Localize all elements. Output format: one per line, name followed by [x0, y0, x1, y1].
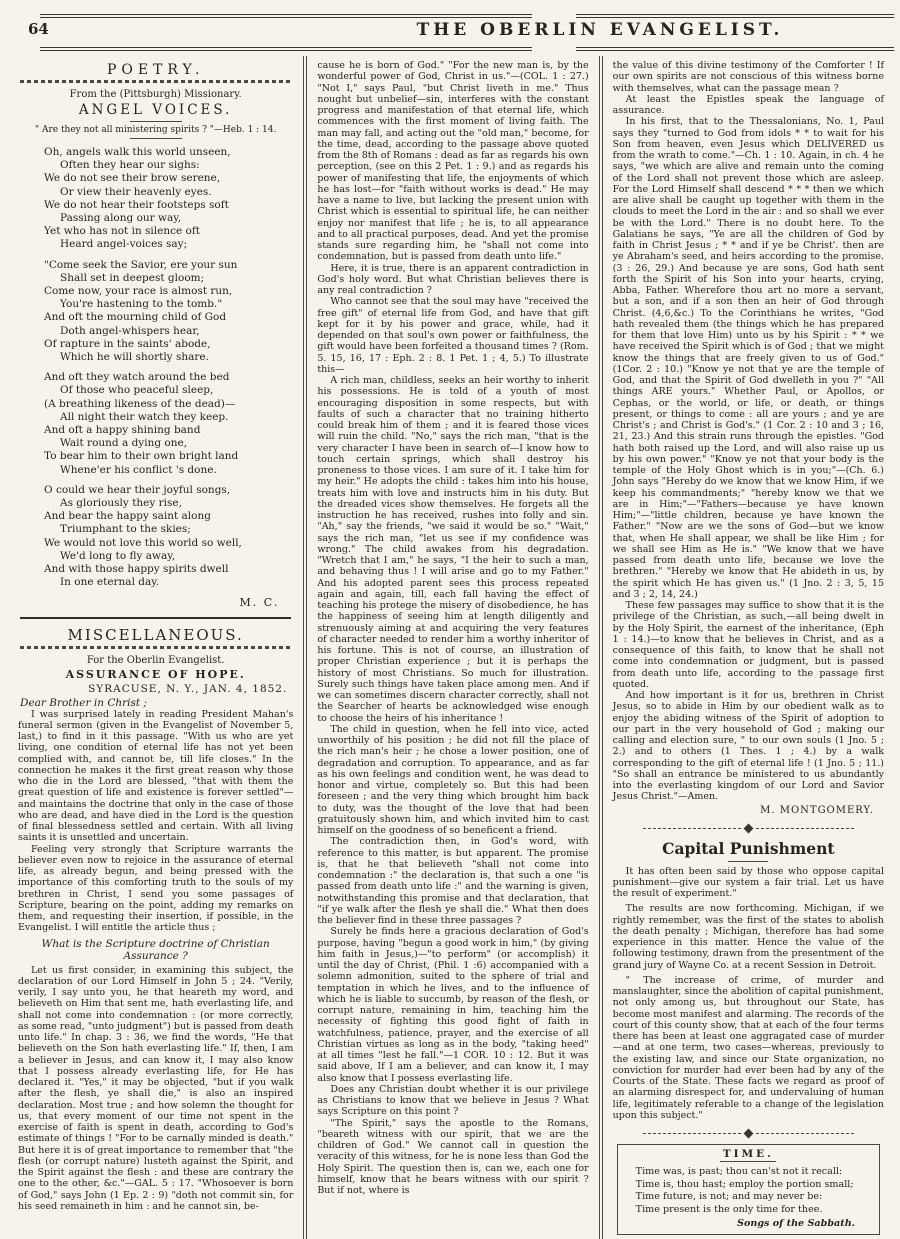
body-paragraph: The contradiction then, in God's word, with reference to this matter, is but apparent. The promise is, that he that believeth "shall not come into condemnation :" the declaration is, that such a one "is passed from death unto life :" and the warning is given, notwithstanding this promise and that declaration, that "if ye walk after the flesh ye shall die." What then does the believer find in these three passages ?	[317, 836, 589, 926]
poem-stanza	[44, 259, 293, 365]
body-paragraph: Feeling very strongly that Scripture warrants the believer even now to rejoice in the assurance of eternal life, as already begun, and being pressed with the importance of this comforting truth to the souls of my brethren in Christ, I send you some passages of Scripture, bearing on the point, adding my remarks on them, and requesting their insertion, if possible, in the Evangelist. I will entitle the article thus ;	[18, 843, 294, 934]
body-paragraph: " The increase of crime, of murder and manslaughter, since the abolition of capital punishment, not only among us, but throughout our State, has become most manifest and alarming. The records of the court of this county show, that at each of the four terms there has been at least one aggragated case of murder—and at one term, two cases—whereas, previously to the existing law, and since our State organization, no conviction for murder had ever been had by any of the Courts of the State. These facts we regard as proof of an alarming disrespect for, and undervaluing of human life, legitimately referable to a change of the legislation upon this subject."	[612, 974, 885, 1121]
body-paragraph: the value of this divine testimony of the Comforter ! If our own spirits are not conscious of this witness borne with themselves, what can the passage mean ?	[612, 60, 885, 94]
page-header	[0, 0, 900, 56]
right-column	[603, 56, 894, 1239]
poem-stanza	[44, 484, 293, 590]
poem-line: We do not see their brow serene,	[44, 172, 221, 185]
poem-line: Doth angel-whispers hear,	[60, 324, 200, 337]
poem-line: Which he will shortly share.	[60, 351, 209, 364]
body-paragraph: Does any Christian doubt whether it is our privilege as Christians to know that we believe in Jesus ? What says Scripture on this point ?	[317, 1083, 589, 1118]
poem-line: And oft a happy shining band	[44, 424, 201, 437]
page-number: 64	[28, 20, 49, 38]
poem-line: Often they hear our sighs:	[60, 159, 200, 172]
poem-line: Or view their heavenly eyes.	[60, 185, 212, 198]
poem-line: Whene'er his conflict 's done.	[60, 463, 217, 476]
poem-line: We'd long to fly away,	[60, 549, 176, 562]
body-paragraph: Let us first consider, in examining this subject, the declaration of our Lord Himself in John 5 ; 24. "Verily, verily, I say unto you, he that heareth my word, and believeth on Him that sent me, hath everlasting life, and shall not come into condemnation : (or more correctly, as some read, "unto judgment") but is passed from death unto life." In chap. 3 : 36, we find the words, "He that believeth on the Son hath everlasting life." If, then, I am a believer in Jesus, and can know it, I may also know that I possess already everlasting life, for He has declared it. "Yes," it may be objected, "but if you walk after the flesh, ye shall die," is also an inspired declaration. Most true ; and how solemn the thought for us, that every moment of our time not spent in the exercise of faith is spent in death, according to God's estimate of things ! "For to be carnally minded is death." But here it is of great importance to remember that "the flesh (or corrupt nature) lusteth against the Spirit, and the Spirit against the flesh : and these are contrary the one to the other, &c."—GAL. 5 : 17. "Whosoever is born of God," says John (1 Ep. 2 : 9) "doth not commit sin, for his seed remaineth in him : and he cannot sin, be-	[18, 964, 294, 1212]
time-line: Time future, is not; and may never be:	[635, 1191, 823, 1203]
middle-column	[307, 56, 598, 1239]
body-paragraph: In his first, that to the Thessalonians, No. 1, Paul says they "turned to God from idols * * to wait for his Son from heaven, even Jesus which DELIVERED us from the wrath to come."—Ch. 1 : 10. Again, in ch. 4 he says, "we which are alive and remain unto the coming of the Lord shall not prevent those which are asleep. For the Lord Himself shall descend * * * then we which are alive shall be caught up together with them in the clouds to meet the Lord in the air : and so shall we ever be with the Lord." There is no doubt here. To the Galatians he says, "Ye are all the children of God by faith in Christ Jesus ; * * and if ye be Christ'. then are ye Abraham's seed, and heirs according to the promise. (3 : 26, 29.) And because ye are sons, God hath sent forth the Spirit of his Son into your hearts, crying, Abba, Father. Wherefore thou art no more a servant, but a son, and if a son then an heir of God through Christ. (4,6,&c.) To the Corinthians he writes, "God hath revealed them (the things which he has prepared for them that love Him) unto us by his Spirit : * * we have received the Spirit which is of God ; that we might know the things that are freely given to us of God." (1Cor. 2 : 10.) "Know ye not that ye are the temple of God, and that the Spirit of God dwelleth in you ?" "All things ARE yours." Whether Paul, or Apollos, or Cephas, or the world, or life, or death, or things present, or things to come : all are yours ; and ye are Christ's ; and Christ is God's." (1 Cor. 2 : 10 and 3 ; 16, 21, 23.) And this strain runs through the epistles. "God hath both raised up the Lord, and will also raise up us by his own power." "Know ye not that your body is the temple of the Holy Ghost which is in you;"—(Ch. 6.) John says "Hereby do we know that we know Him, if we keep his commandments;" "hereby know we that we are in Him;"—"Fathers—because ye have known Him;"—"little children, because ye have known the Father." "Now are we the sons of God—but we know that, when He shall appear, we shall be like Him ; for we shall see Him as He is." "We know that we have passed from death unto life, because we love the brethren." "Hereby we know that He abideth in us, by the spirit which He has given us." (1 Jno. 2 : 3, 5, 15 and 3 ; 2, 14, 24.)	[612, 116, 885, 600]
poem-line: O could we hear their joyful songs,	[44, 483, 231, 496]
body-paragraph: I was surprised lately in reading President Mahan's funeral sermon (given in the Evangelist of November 5, last,) to find in it this passage. "With us who are yet living, one condition of eternal life has not yet been complied with, and cannot be, till life closes." In the connection he makes it the first great reason why those who die in the Lord are blessed, "that with them the great question of life and existence is forever settled"—and maintains the doctrine that only in the case of those who are dead, and have died in the Lord is the question of final blessedness settled and certain. With all living saints it is unsettled and uncertain.	[18, 708, 294, 844]
time-attribution: Songs of the Sabbath.	[737, 1218, 856, 1230]
dateline: SYRACUSE, N. Y., JAN. 4, 1852.	[88, 682, 288, 695]
poem-line: Shall set in deepest gloom;	[60, 271, 205, 284]
poem-line: Of those who peaceful sleep,	[60, 384, 214, 397]
body-paragraph: And how important is it for us, brethren in Christ Jesus, so to abide in Him by our obedient walk as to enjoy the abiding witness of the Spirit of adoption to our part in the very household of God ; making our calling and election sure, " to our own souls (1 Jno. 5 ; 2.) and to others (1 Thes. 1 ; 4.) by a walk corresponding to the gift of eternal life ! (1 Jno. 5 ; 11.) "So shall an entrance be ministered to us abundantly into the everlasting kingdom of our Lord and Savior Jesus Christ."—Amen.	[612, 690, 885, 803]
poem-line: "Come seek the Savior, ere your sun	[44, 258, 238, 271]
poetry-section-title: POETRY.	[106, 62, 205, 78]
short-rule	[130, 138, 182, 139]
poem-line: We would not love this world so well,	[44, 536, 242, 549]
poem-line: We do not hear their footsteps soft	[44, 198, 229, 211]
body-paragraph: Here, it is true, there is an apparent contradiction in God's holy word. But what Christian believes there is any real contradiction ?	[317, 262, 589, 296]
poem-line: Come now, your race is almost run,	[44, 285, 233, 298]
poem-signature: M. C.	[239, 595, 280, 609]
poem-line: Wait round a dying one,	[60, 437, 188, 450]
masthead-title: THE OBERLIN EVANGELIST.	[416, 20, 784, 40]
article-signature: M. MONTGOMERY.	[760, 804, 875, 816]
section-rule	[20, 646, 291, 649]
poem-line: And with those happy spirits dwell	[44, 563, 229, 576]
poetry-source-line: From the (Pittsburgh) Missionary.	[69, 89, 242, 100]
section-divider-rule	[20, 617, 291, 619]
poem-line: Of rapture in the saints' abode,	[44, 337, 211, 350]
left-column	[8, 56, 303, 1239]
capital-punishment-section	[613, 839, 884, 1122]
body-paragraph: The child in question, when he fell into vice, acted unworthily of his position ; he did not fill the place of the rich man's heir ; he chose a lower position, one of degradation and corruption. To appearance, and as far as his own feelings and condition went, he was dead to honor and virtue, completely so. But this had been foreseen ; and the very thing which brought him back to duty, was the thought of the love that had been gratuitously shown him, and which invited him to cast himself on the goodness of so beneficent a friend.	[317, 723, 589, 836]
header-bottom-rule	[0, 47, 894, 51]
header-top-rule	[0, 14, 894, 18]
salutation: Dear Brother in Christ ;	[20, 696, 147, 709]
poem-line: As gloriously they rise,	[60, 497, 182, 510]
poem-stanza	[44, 371, 293, 477]
poem-line: All night their watch they keep.	[60, 410, 229, 423]
body-paragraph: cause he is born of God." "For the new man is, by the wonderful power of God, Christ in us."—(COL. 1 : 27.) "Not I," says Paul, "but Christ liveth in me." Thus nought but unbelief—sin, interferes with the constant progress and manifestation of that eternal life, which commences with the first moment of living faith. The man may fall, and acting out the "old man," become, for the time, dead, according to the passage above quoted from the 8th of Romans : dead as far as regards his own perception, (see on this 2 Pet. 1 : 9.) and as regards his power of manifesting that life, the enjoyments of which he has lost—for "faith without works is dead." He may have a name to live, but lacking the present union with Christ which is essential to spiritual life, he can neither enjoy nor manifest that life ; he is, to all appearance and to all practical purposes, dead. And yet the promise stands sure regarding him, he "shall not come into condemnation, but is passed from death unto life."	[317, 60, 589, 263]
body-paragraph: It has often been said by those who oppose capital punishment—give our system a fair trial. Let us have the result of experiment."	[612, 865, 885, 899]
misc-for-line: For the Oberlin Evangelist.	[86, 654, 225, 666]
divider-ornament	[643, 825, 854, 832]
poem-line: And bear the happy saint along	[44, 510, 211, 523]
short-rule	[728, 861, 768, 862]
misc-section-title: MISCELLANEOUS.	[67, 625, 244, 644]
short-rule	[130, 121, 182, 122]
body-paragraph: "The Spirit," says the apostle to the Romans, "beareth witness with our spirit, that we are the children of God." We cannot call in question the veracity of this witness, for he is none less than God the Holy Spirit. The question then is, can we, each one for himself, know that he bears witness with our spirit ? But if not, where is	[317, 1117, 589, 1196]
poem-line: And oft the mourning child of God	[44, 311, 227, 324]
body-paragraph: The results are now forthcoming. Michigan, if we rightly remember, was the first of the states to abolish the death penalty ; Michigan, therefore has had some experience in this matter. Hence the value of the following testimony, drawn from the presentment of the grand jury of Wayne Co. at a recent Session in Detroit.	[612, 903, 885, 971]
poem-title: ANGEL VOICES.	[78, 102, 233, 118]
diamond-icon	[743, 1129, 753, 1139]
poem-stanza	[44, 146, 293, 252]
column-layout	[0, 56, 900, 1239]
poem-line: Triumphant to the skies;	[60, 523, 191, 536]
section-rule	[20, 80, 291, 83]
poem-line: Oh, angels walk this world unseen,	[44, 146, 231, 158]
poem-line: Passing along our way,	[60, 212, 182, 225]
poem-line: In one eternal day.	[60, 576, 160, 589]
body-paragraph: A rich man, childless, seeks an heir worthy to inherit his possessions. He is told of a youth of most encouraging disposition in some respects, but with faults of such a character that no training hitherto could break him of them ; and it is feared those vices will ruin the child. "No," says the rich man, "that is the very character I have been in search of—I know how to touch certain springs, which shall destroy his proneness to those vices. I am sure of it. I take him for my heir." He adopts the child : takes him into his house, treats him with love and instructs him in his duty. But the dreaded vices show themselves. He forgets all the instruction he has received, rushes into folly and sin. "Ah," say the friends, "we said it would be so." "Wait," says the rich man, "let us see if my confidence was wrong." The child awakes from his degradation. "Wretch that I am," he says, "I the heir to such a man, and behaving thus ! I will arise and go to my Father." And his adopted parent sees this process repeated again and again, till, each fall having the effect of teaching his protege the misery of disobedience, he has the happiness of seeing him at length diligently and strenuously aiming at and acquiring the very features of character needed to render him a worthy inheritor of his fortune. This is not of course, an illustration of proper Christian experience ; but it is perhaps the history of most Christians. So much for illustration. Surely such things have taken place among men. And if we can sometimes discern character correctly, shall not the Searcher of hearts be acknowledged wise enough to choose the heirs of his inheritance !	[317, 375, 589, 724]
body-paragraph: These few passages may suffice to show that it is the privilege of the Christian, as such,—all being dwelt in by the Holy Spirit, the earnest of the inheritance, (Eph 1 : 14.)—to know that he believes in Christ, and as a consequence of this faith, to know that he shall not come into condemnation or judgment, but is passed from death unto life, according to the passage first quoted.	[612, 600, 885, 690]
article-title: ASSURANCE OF HOPE.	[65, 667, 246, 681]
poem-line: To bear him to their own bright land	[44, 450, 239, 463]
body-paragraph: Who cannot see that the soul may have "received the free gift" of eternal life from God, and have that gift kept for it by his power and grace, while, had it depended on that soul's own power or faithfulness, the gift would have been forfeited a thousand times ? (Rom. 5. 15, 16, 17 : Eph. 2 : 8. 1 Pet. 1 ; 4, 5.) To illustrate this—	[317, 296, 589, 375]
time-line: Time is, thou hast; employ the portion small;	[635, 1178, 854, 1190]
poem-line: Yet who has not in silence oft	[44, 225, 200, 238]
capital-punishment-title: Capital Punishment	[662, 838, 835, 858]
diamond-icon	[743, 823, 753, 833]
divider-ornament	[643, 1130, 854, 1137]
time-line: Time present is the only time for thee.	[635, 1203, 823, 1215]
poem-line: And oft they watch around the bed	[44, 371, 230, 384]
body-paragraph: At least the Epistles speak the language of assurance.	[612, 93, 885, 116]
poem-line: (A breathing likeness of the dead)—	[44, 397, 236, 410]
poem-epigraph: " Are they not all ministering spirits ? "—Heb. 1 : 14.	[34, 125, 277, 135]
time-title: TIME.	[720, 1148, 776, 1162]
question-heading: What is the Scripture doctrine of Christian Assurance ?	[41, 937, 270, 962]
body-paragraph: Surely he finds here a gracious declaration of God's purpose, having "begun a good work in him," (by giving him faith in Jesus,)—"to perform" (or accomplish) it until the day of Christ, (Phil. 1 :6) accompanied with a solemn admonition, suited to the sphere of trial and temptation in which he lives, and to the influence of which he is liable to succumb, by reason of the flesh, or corrupt nature, remaining in him, teaching him the necessity of fighting this good fight of faith in watchfulness, patience, prayer, and the exercise of all Christian virtues as long as in the body, "taking heed" at all times "lest he fall."—1 COR. 10 : 12. But it was said above, If I am a believer, and can know it, I may also know that I possess everlasting life.	[317, 926, 589, 1084]
time-line: Time was, is past; thou can'st not it recall:	[635, 1166, 843, 1177]
poem-line: You're hastening to the tomb."	[60, 298, 223, 311]
poem-line: Heard angel-voices say;	[60, 238, 188, 251]
time-box	[617, 1144, 880, 1235]
